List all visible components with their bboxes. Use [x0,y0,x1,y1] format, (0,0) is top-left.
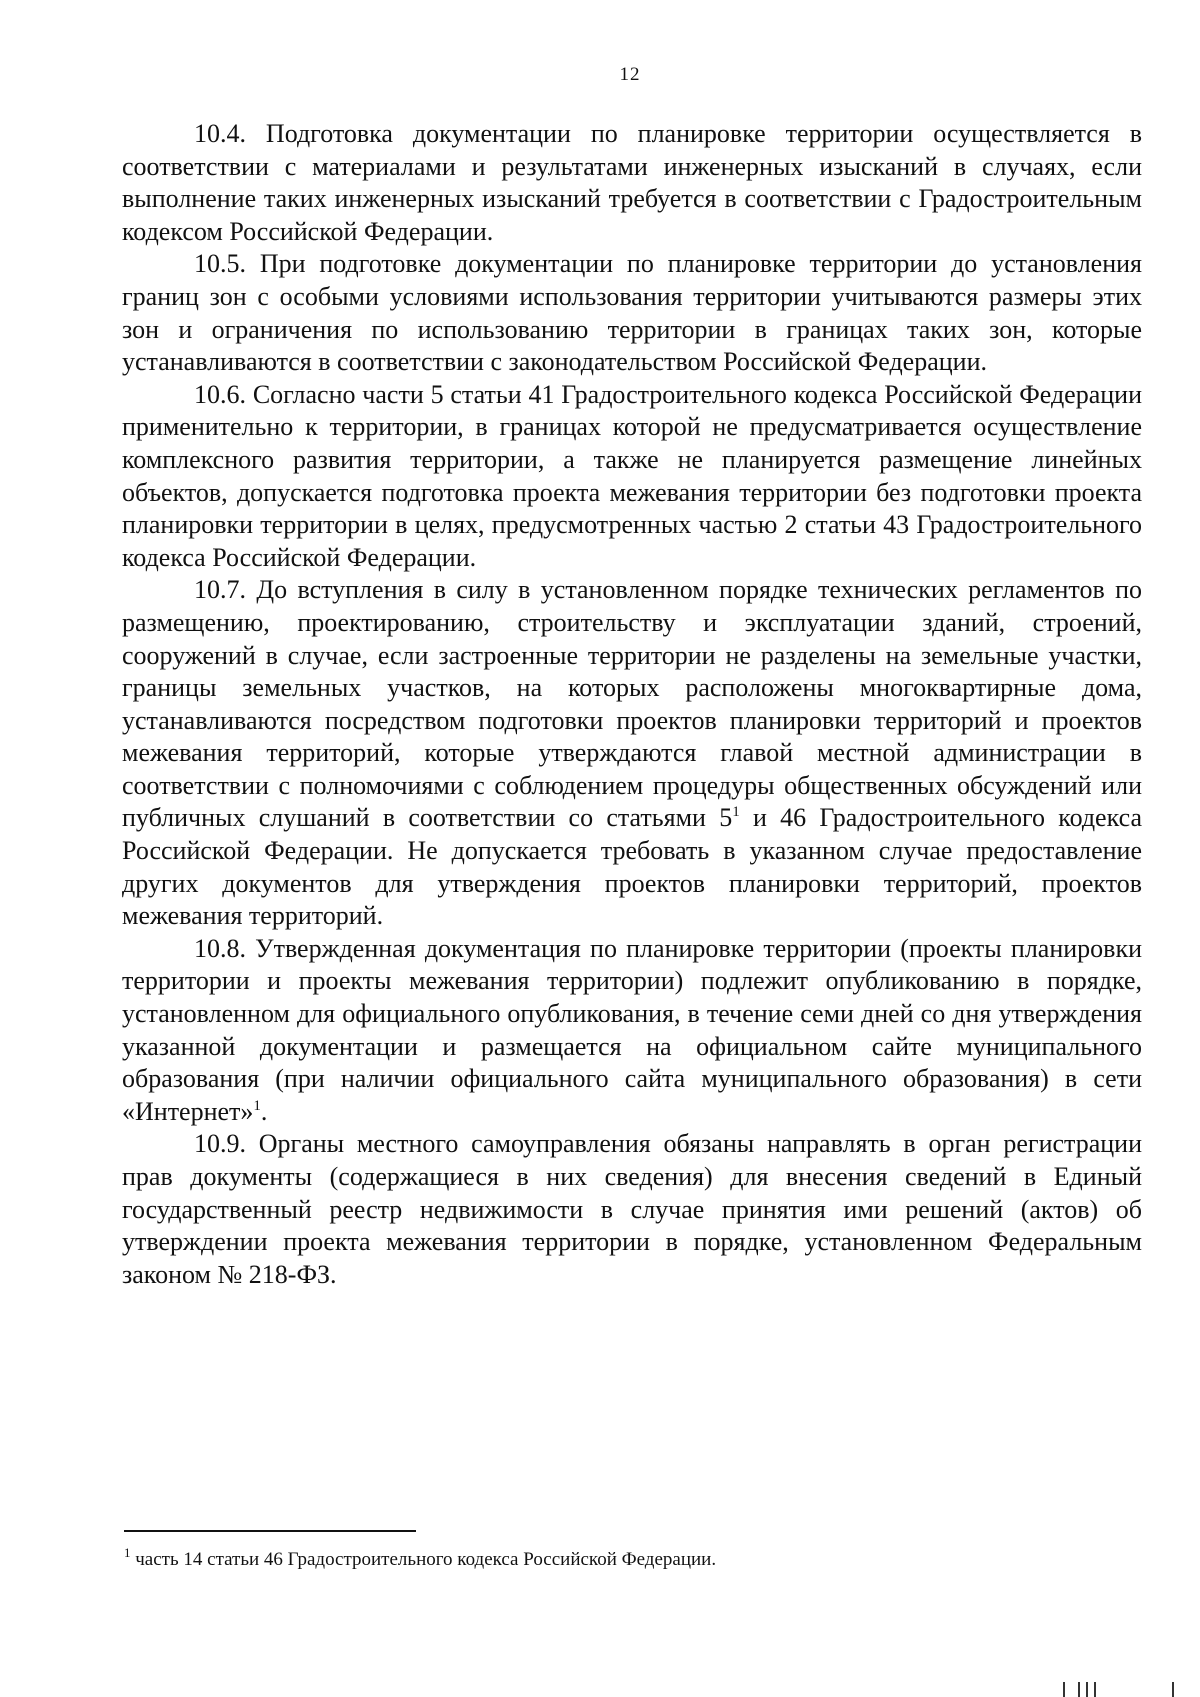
paragraph-10-8-text-before-ref: 10.8. Утвержденная документация по планировке территории (проекты планировки территории и проекты межевания территории) подлежит опубликованию в порядке, установленном для официального опубликования, в течение семи дней со дня утверждения указанной документации и размещается на официальном сайте муниципального образования (при наличии официального сайта муниципального образования) в сети «Интернет» [122,933,1142,1126]
scan-artifact-mark [1063,1682,1065,1697]
paragraph-10-8 [122,933,1142,1129]
footnote-reference: 1 [732,804,740,821]
document-body [122,118,1142,1291]
paragraph-10-6: 10.6. Согласно части 5 статьи 41 Градостроительного кодекса Российской Федерации применительно к территории, в границах которой не предусматривается осуществление комплексного развития территории, а также не планируется размещение линейных объектов, допускается подготовка проекта межевания территории без подготовки проекта планировки территории в целях, предусмотренных частью 2 статьи 43 Градостроительного кодекса Российской Федерации. [122,379,1142,572]
footnote [124,1545,1124,1572]
scan-artifact-mark [1172,1682,1174,1697]
paragraph-10-9: 10.9. Органы местного самоуправления обязаны направлять в орган регистрации прав документы (содержащиеся в них сведения) для внесения сведений в Единый государственный реестр недвижимости в случае принятия ими решений (актов) об утверждении проекта межевания территории в порядке, установленном Федеральным законом № 218-ФЗ. [122,1129,1142,1289]
scan-artifact-mark [1078,1682,1080,1697]
paragraph-10-5: 10.5. При подготовке документации по планировке территории до установления границ зон с особыми условиями использования территории учитываются размеры этих зон и ограничения по использованию территории в границах таких зон, которые устанавливаются в соответствии с законодательством Российской Федерации. [122,249,1142,377]
page-number: 12 [619,64,641,85]
paragraph-10-8-text-after-ref: . [260,1096,268,1126]
paragraph-10-7 [122,574,1142,933]
scan-artifact-mark [1094,1682,1096,1697]
footnote-reference: 1 [253,1097,261,1114]
paragraph-10-7-text-before-ref: 10.7. До вступления в силу в установленном порядке технических регламентов по размещению, проектированию, строительству и эксплуатации зданий, строений, сооружений в случае, если застроенные территории не разделены на земельные участки, границы земельных участков, на которых расположены многоквартирные дома, устанавливаются посредством подготовки проектов планировки территорий и проектов межевания территорий, которые утверждаются главой местной администрации в соответствии с полномочиями с соблюдением процедуры общественных обсуждений или публичных слушаний в соответствии со статьями 5 [122,575,1142,833]
paragraph-10-7-text-after-ref: и 46 Градостроительного кодекса Российской Федерации. Не допускается требовать в указанном случае предоставление других документов для утверждения проектов планировки территорий, проектов межевания территорий. [122,803,1142,931]
footnote-separator [124,1530,416,1532]
paragraph-10-4: 10.4. Подготовка документации по планировке территории осуществляется в соответствии с материалами и результатами инженерных изысканий в случаях, если выполнение таких инженерных изысканий требуется в соответствии с Градостроительным кодексом Российской Федерации. [122,119,1142,246]
scan-artifact-mark [1086,1682,1088,1697]
footnote-marker: 1 [124,1545,131,1560]
footnote-text: часть 14 статьи 46 Градостроительного кодекса Российской Федерации. [130,1549,717,1570]
